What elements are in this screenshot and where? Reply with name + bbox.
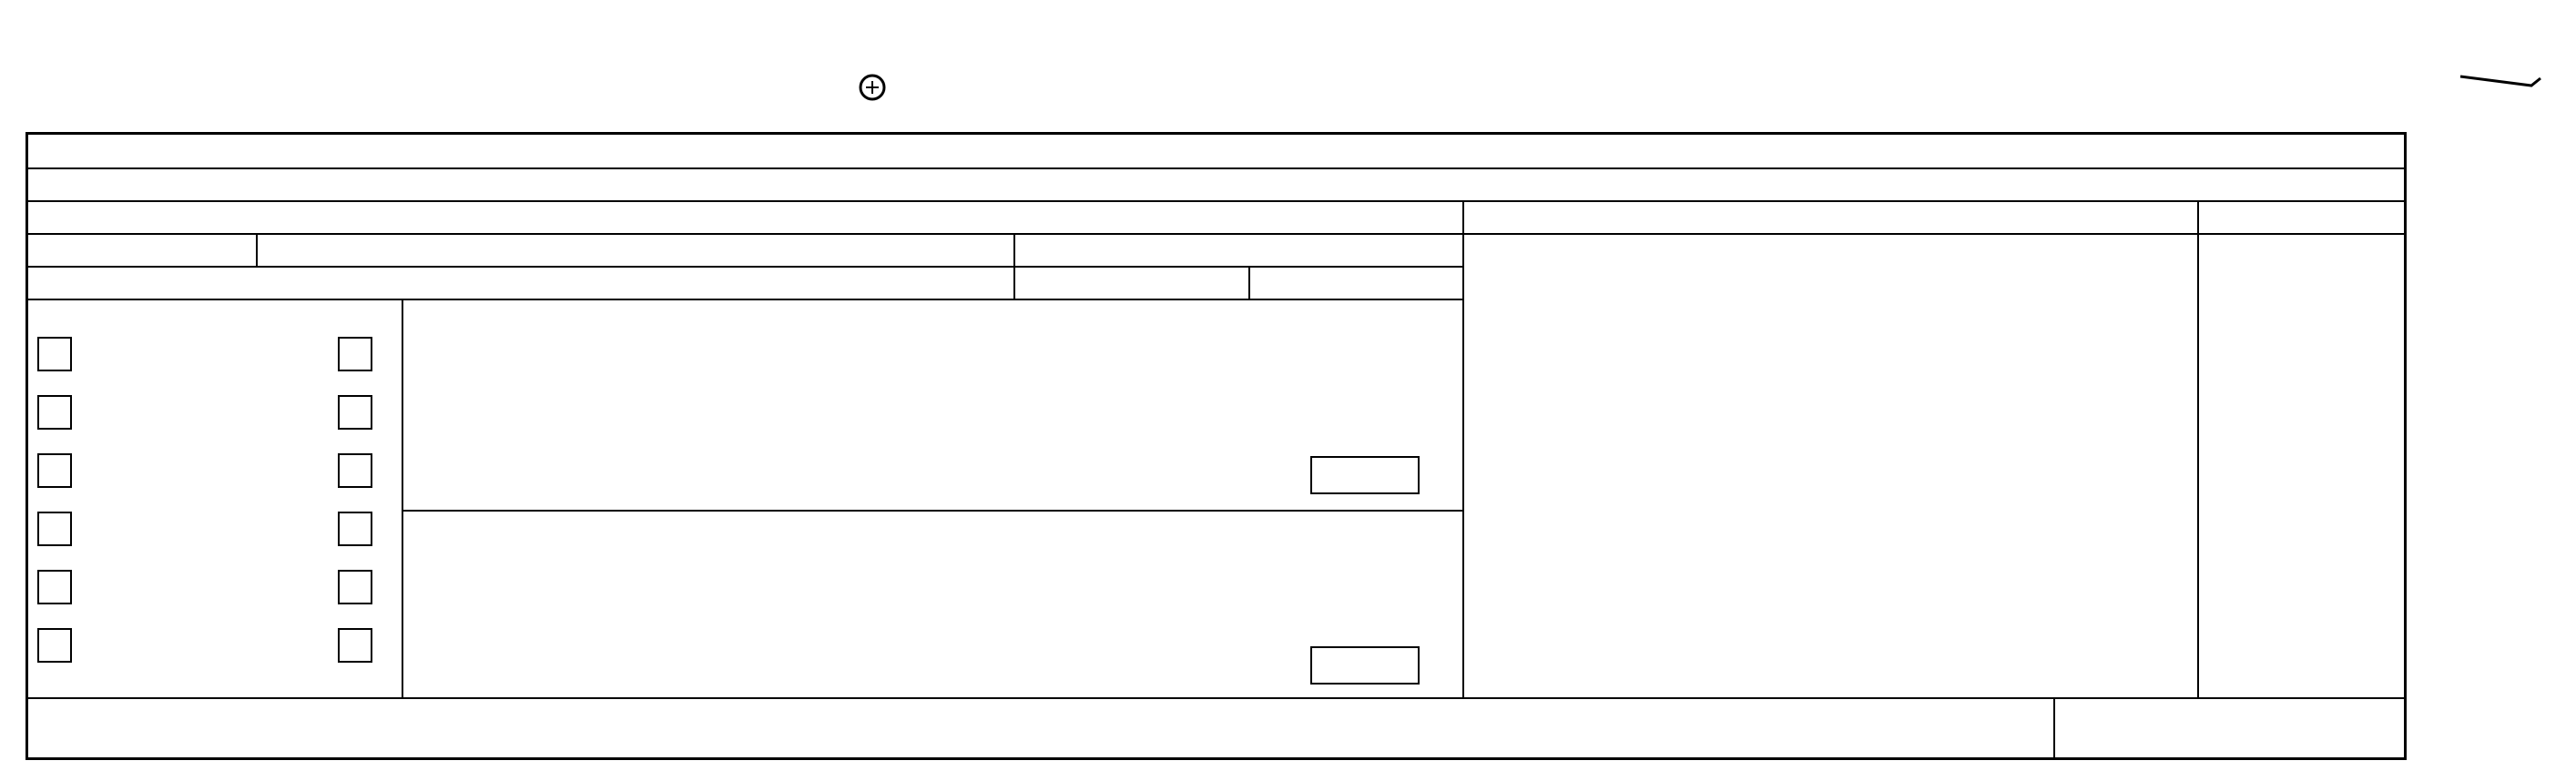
edge-mark <box>2459 64 2559 100</box>
v2-checkbox[interactable] <box>338 628 372 663</box>
v1-checkbox[interactable] <box>37 395 72 430</box>
v2-checkbox[interactable] <box>338 453 372 488</box>
certipostal-logo <box>836 71 909 122</box>
v2-checkbox[interactable] <box>338 570 372 604</box>
v2-checkbox[interactable] <box>338 337 372 371</box>
admision-field <box>1023 234 1033 269</box>
barcode <box>1501 60 2243 126</box>
documento-field <box>263 234 276 269</box>
v2-checkbox[interactable] <box>338 512 372 546</box>
v2-checkbox[interactable] <box>338 395 372 430</box>
v1-checkbox[interactable] <box>37 570 72 604</box>
delivery-form <box>25 132 2407 760</box>
v1-checkbox[interactable] <box>37 337 72 371</box>
v1-checkbox[interactable] <box>37 628 72 663</box>
v1-checkbox[interactable] <box>37 512 72 546</box>
visit2-hour <box>1310 646 1420 685</box>
visit1-hour <box>1310 456 1420 494</box>
v1-checkbox[interactable] <box>37 453 72 488</box>
